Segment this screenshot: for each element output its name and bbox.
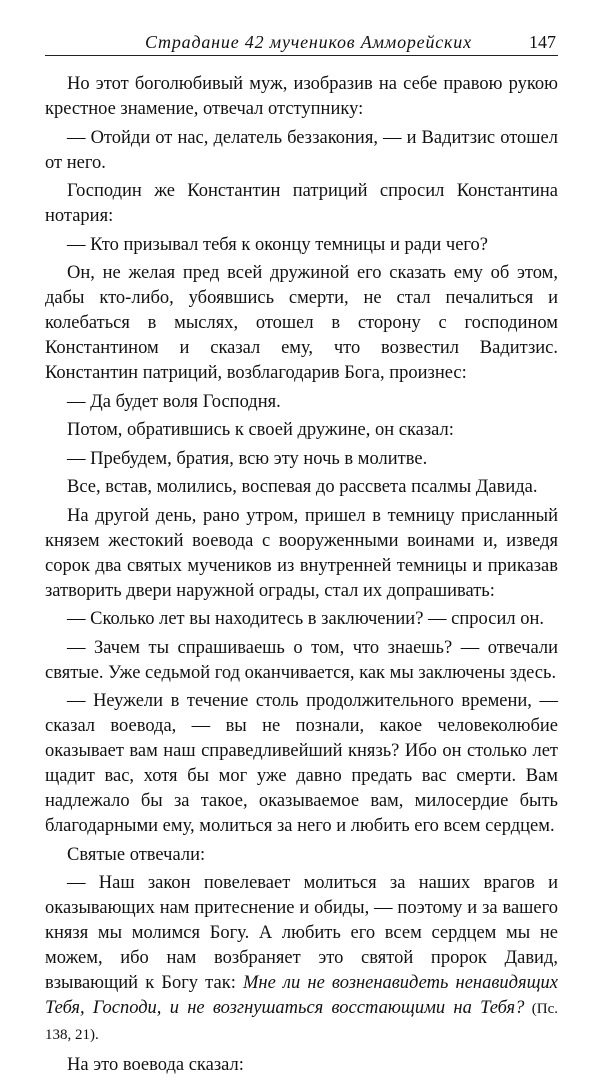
paragraph-12: — Зачем ты спрашиваешь о том, что знаешь? — отвечали святые. Уже седьмой год оканчивается, как мы заключены здесь. (45, 637, 558, 683)
paragraph-8: — Пребудем, братия, всю эту ночь в молитве. (67, 448, 428, 469)
paragraph-5: Он, не желая пред всей дружиной его сказать ему об этом, дабы кто-либо, убоявшись смерти, не стал печалиться и колебаться в мыслях, отошел в сторону с господином Константином и сказал ему, что возвестил Вадитзис. Константин патриций, возблагодарив Бога, произнес: (45, 263, 558, 383)
psalm-quote: Мне ли не возненавидеть ненавидящих Тебя, Господи, и не возгнушаться восстающими на Тебя? (45, 973, 558, 1018)
running-title: Страдание 42 мучеников Амморейских (145, 32, 472, 52)
paragraph-11: — Сколько лет вы находитесь в заключении? — спросил он. (67, 609, 544, 629)
paragraph-6: — Да будет воля Господня. (67, 391, 281, 412)
paragraph-3: Господин же Константин патриций спросил Константина нотария: (45, 181, 558, 226)
paragraph-2: — Отойди от нас, делатель беззакония, — и Вадитзис отошел от него. (45, 127, 558, 173)
paragraph-7: Потом, обратившись к своей дружине, он сказал: (67, 420, 454, 440)
paragraph-4: — Кто призывал тебя к оконцу темницы и ради чего? (67, 234, 488, 255)
running-header (45, 30, 558, 56)
body-text (45, 72, 558, 1082)
paragraph-10: На другой день, рано утром, пришел в темницу присланный князем жестокий воевода с вооруженными воинами и, изведя сорок два святых мучеников из внутренней темницы и приказав затворить двери наружной ограды, стал их допрашивать: (45, 505, 558, 601)
paragraph-15-text: — Наш закон повелевает молиться за наших врагов и оказывающих нам притеснение и обиды, — поэтому и за вашего князя мы молимся Богу. А любить его всем сердцем мы не можем, ибо нам возбраняет это святой пророк Давид, взывающий к Богу так: (45, 873, 558, 993)
psalm-reference: (Пс. 138, 21). (45, 1001, 558, 1043)
paragraph-15 (45, 871, 558, 1048)
paragraph-16: На это воевода сказал: (67, 1055, 244, 1075)
page-number: 147 (529, 32, 556, 52)
paragraph-9: Все, встав, молились, воспевая до рассвета псалмы Давида. (67, 477, 538, 497)
paragraph-1: Но этот боголюбивый муж, изобразив на себе правою рукою крестное знамение, отвечал отступнику: (45, 74, 558, 119)
paragraph-14: Святые отвечали: (67, 844, 206, 865)
paragraph-13: — Неужели в течение столь продолжительного времени, — сказал воевода, — вы не познали, какое человеколюбие оказывает вам наш справедливейший князь? Ибо он столько лет щадит вас, хотя бы мог уже давно предать вас смерти. Вам надлежало бы за такое, оказываемое вам, милосердие быть благодарными ему, молиться за него и любить его всем сердцем. (45, 691, 558, 836)
